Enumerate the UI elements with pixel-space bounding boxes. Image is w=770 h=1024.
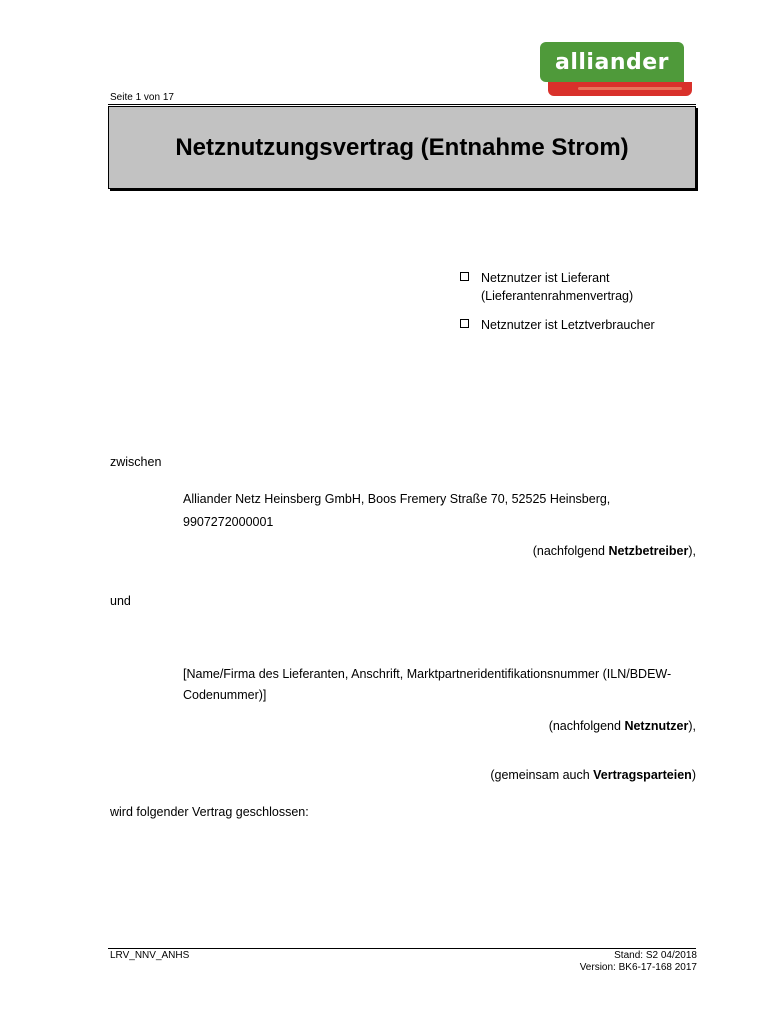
- option-lieferant[interactable]: [460, 269, 633, 305]
- option-lieferant-label: [481, 269, 633, 305]
- party2-role: [549, 717, 696, 735]
- and-label: und: [110, 594, 131, 608]
- checkbox-lieferant[interactable]: [460, 272, 469, 281]
- option-letztverbraucher[interactable]: [460, 316, 655, 334]
- footer-code: LRV_NNV_ANHS: [110, 950, 190, 961]
- joint-prefix: (gemeinsam auch: [490, 768, 594, 782]
- party2-role-suffix: ),: [688, 719, 696, 733]
- logo-band: [548, 82, 692, 96]
- joint-parties: [490, 766, 696, 784]
- header-rule: [108, 104, 696, 105]
- footer-rule: [108, 948, 696, 949]
- party1-role-suffix: ),: [688, 544, 696, 558]
- checkbox-letztverbraucher[interactable]: [460, 319, 469, 328]
- footer-version-info: [580, 950, 697, 974]
- party1-role-name: Netzbetreiber: [608, 544, 689, 558]
- footer-stand: Stand: S2 04/2018: [614, 950, 697, 961]
- party1-role: [533, 542, 696, 560]
- option-letztverbraucher-label: Netznutzer ist Letztverbraucher: [481, 318, 655, 332]
- party2-address: [183, 664, 698, 706]
- logo-wordmark: alliander: [540, 42, 684, 82]
- party1-line1: Alliander Netz Heinsberg GmbH, Boos Fremery Straße 70, 52525 Heinsberg,: [183, 492, 611, 506]
- party2-role-name: Netznutzer: [624, 719, 689, 733]
- title-box: [108, 106, 696, 189]
- party1-address: [183, 488, 693, 534]
- footer-version: Version: BK6-17-168 2017: [579, 962, 697, 973]
- page-reference: Seite 1 von 17: [110, 92, 174, 103]
- between-label: zwischen: [110, 455, 162, 469]
- party1-role-prefix: (nachfolgend: [532, 544, 609, 558]
- joint-suffix: ): [691, 768, 696, 782]
- option-lieferant-line2: (Lieferantenrahmenvertrag): [481, 289, 634, 303]
- option-lieferant-line1: Netznutzer ist Lieferant: [481, 271, 610, 285]
- joint-role-name: Vertragsparteien: [593, 768, 692, 782]
- document-title: Netznutzungsvertrag (Entnahme Strom): [175, 133, 629, 161]
- party1-line2: 9907272000001: [183, 515, 274, 529]
- party2-role-prefix: (nachfolgend: [548, 719, 625, 733]
- party2-line2: Codenummer)]: [183, 688, 267, 702]
- party2-line1: [Name/Firma des Lieferanten, Anschrift, Marktpartneridentifikationsnummer (ILN/BDEW-: [183, 667, 672, 681]
- alliander-logo: [540, 42, 684, 94]
- contract-concluded: wird folgender Vertrag geschlossen:: [110, 805, 309, 819]
